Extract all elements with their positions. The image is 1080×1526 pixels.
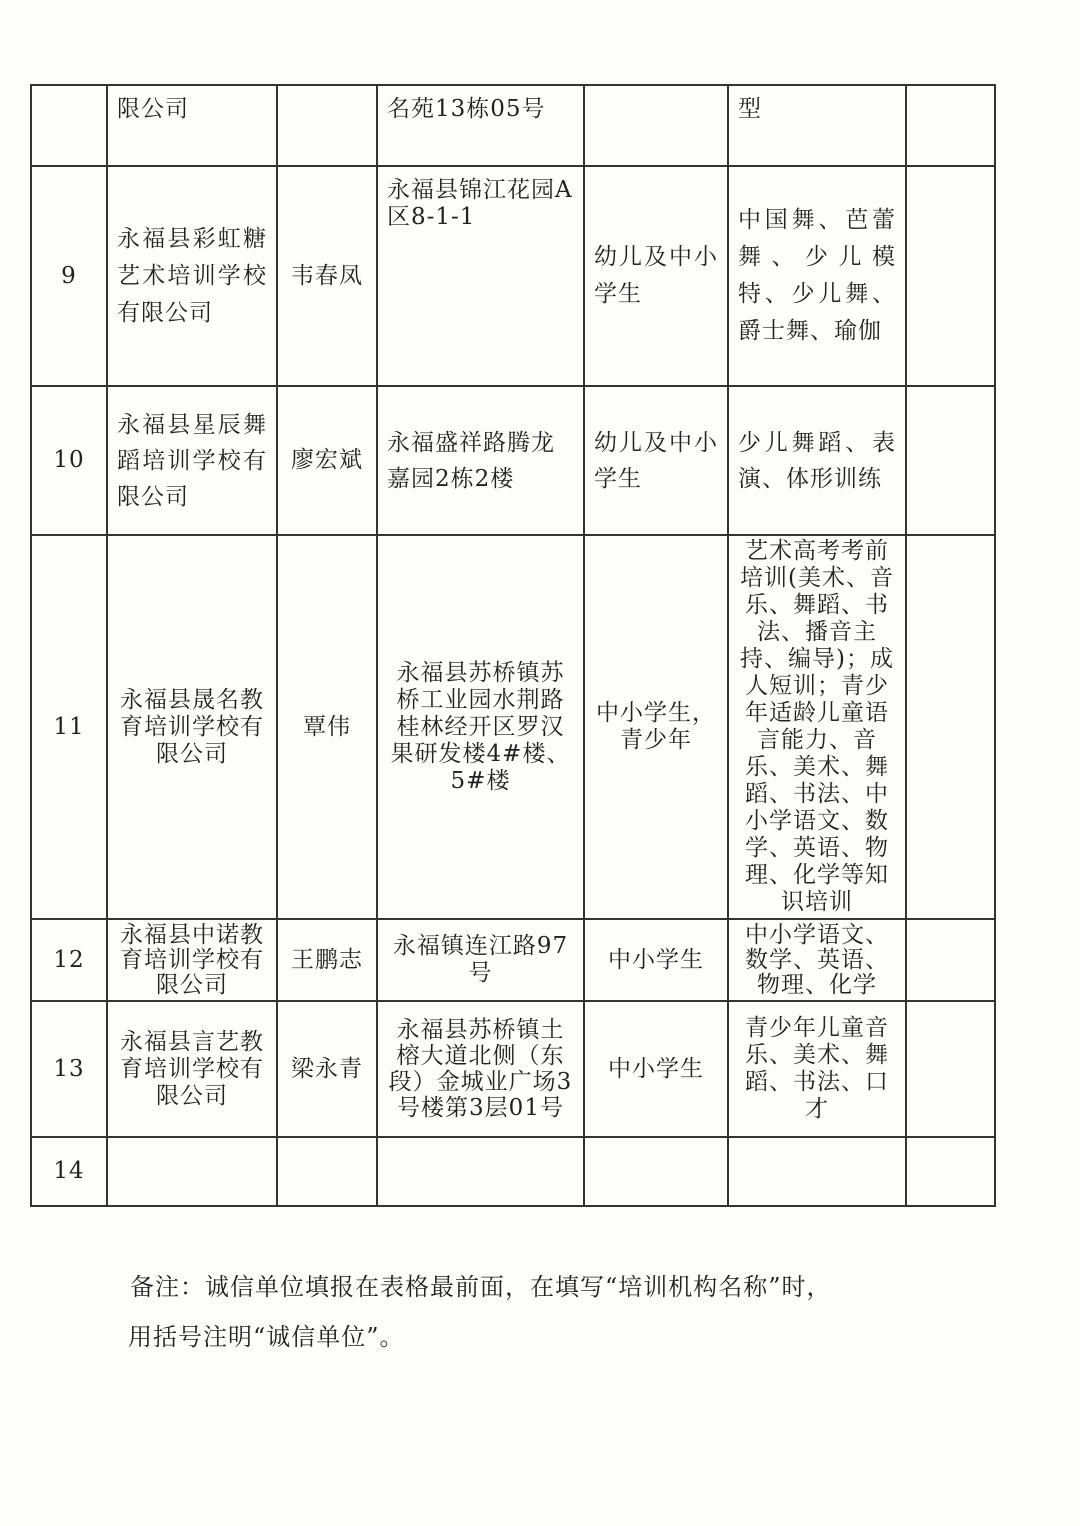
- contact-cell: [277, 85, 377, 166]
- contact-cell: 梁永青: [277, 1001, 377, 1137]
- institution-name-cell: 永福县言艺教育培训学校有限公司: [107, 1001, 277, 1137]
- target-cell: 中小学生: [584, 919, 728, 1001]
- content-cell: 青少年儿童音乐、美术、舞蹈、书法、口才: [728, 1001, 906, 1137]
- content-cell: 中小学语文、数学、英语、物理、化学: [728, 919, 906, 1001]
- table-row: [31, 919, 995, 1001]
- table-row: [31, 85, 995, 166]
- remark-cell: [906, 85, 995, 166]
- row-number-cell: 12: [31, 919, 107, 1001]
- content-cell: 型: [728, 85, 906, 166]
- remark-cell: [906, 919, 995, 1001]
- footnote-line-2: 用括号注明“诚信单位”。: [128, 1323, 405, 1351]
- institution-name-cell: 永福县彩虹糖艺术培训学校有限公司: [107, 166, 277, 386]
- row-number-cell: 10: [31, 386, 107, 535]
- address-cell: 永福县苏桥镇苏桥工业园水荆路桂林经开区罗汉果研发楼4#楼、5#楼: [377, 535, 584, 919]
- footnote-line-1: 备注：诚信单位填报在表格最前面，在填写“培训机构名称”时，: [130, 1273, 832, 1301]
- contact-cell: 韦春凤: [277, 166, 377, 386]
- footnote: [130, 1262, 970, 1362]
- target-cell: [584, 1137, 728, 1206]
- address-cell: 永福盛祥路腾龙嘉园2栋2楼: [377, 386, 584, 535]
- content-cell: 少儿舞蹈、表演、体形训练: [728, 386, 906, 535]
- remark-cell: [906, 386, 995, 535]
- institution-name-cell: [107, 1137, 277, 1206]
- contact-cell: 王鹏志: [277, 919, 377, 1001]
- target-cell: 中小学生: [584, 1001, 728, 1137]
- target-cell: 幼儿及中小学生: [584, 166, 728, 386]
- row-number-cell: 14: [31, 1137, 107, 1206]
- row-number-cell: [31, 85, 107, 166]
- remark-cell: [906, 535, 995, 919]
- remark-cell: [906, 1137, 995, 1206]
- remark-cell: [906, 1001, 995, 1137]
- remark-cell: [906, 166, 995, 386]
- institution-name-cell: 永福县晟名教育培训学校有限公司: [107, 535, 277, 919]
- address-cell: 名苑13栋05号: [377, 85, 584, 166]
- address-cell: 永福县苏桥镇土榕大道北侧（东段）金城业广场3号楼第3层01号: [377, 1001, 584, 1137]
- content-cell: [728, 1137, 906, 1206]
- target-cell: 幼儿及中小学生: [584, 386, 728, 535]
- table-row: [31, 535, 995, 919]
- contact-cell: [277, 1137, 377, 1206]
- row-number-cell: 13: [31, 1001, 107, 1137]
- address-cell: 永福县锦江花园A区8-1-1: [377, 166, 584, 386]
- address-cell: 永福镇连江路97号: [377, 919, 584, 1001]
- row-number-cell: 9: [31, 166, 107, 386]
- target-cell: [584, 85, 728, 166]
- table-row: [31, 1137, 995, 1206]
- institution-name-cell: 永福县中诺教育培训学校有限公司: [107, 919, 277, 1001]
- row-number-cell: 11: [31, 535, 107, 919]
- target-cell: 中小学生，青少年: [584, 535, 728, 919]
- table-row: [31, 386, 995, 535]
- contact-cell: 覃伟: [277, 535, 377, 919]
- table-row: [31, 166, 995, 386]
- institution-name-cell: 永福县星辰舞蹈培训学校有限公司: [107, 386, 277, 535]
- institution-name-cell: 限公司: [107, 85, 277, 166]
- table-row: [31, 1001, 995, 1137]
- content-cell: 艺术高考考前培训(美术、音乐、舞蹈、书法、播音主持、编导)；成人短训；青少年适龄儿童语言能力、音乐、美术、舞蹈、书法、中小学语文、数学、英语、物理、化学等知识培训: [728, 535, 906, 919]
- address-cell: [377, 1137, 584, 1206]
- content-cell: 中国舞、芭蕾舞、少儿模特、少儿舞、爵士舞、瑜伽: [728, 166, 906, 386]
- training-institution-table: [30, 84, 996, 1207]
- contact-cell: 廖宏斌: [277, 386, 377, 535]
